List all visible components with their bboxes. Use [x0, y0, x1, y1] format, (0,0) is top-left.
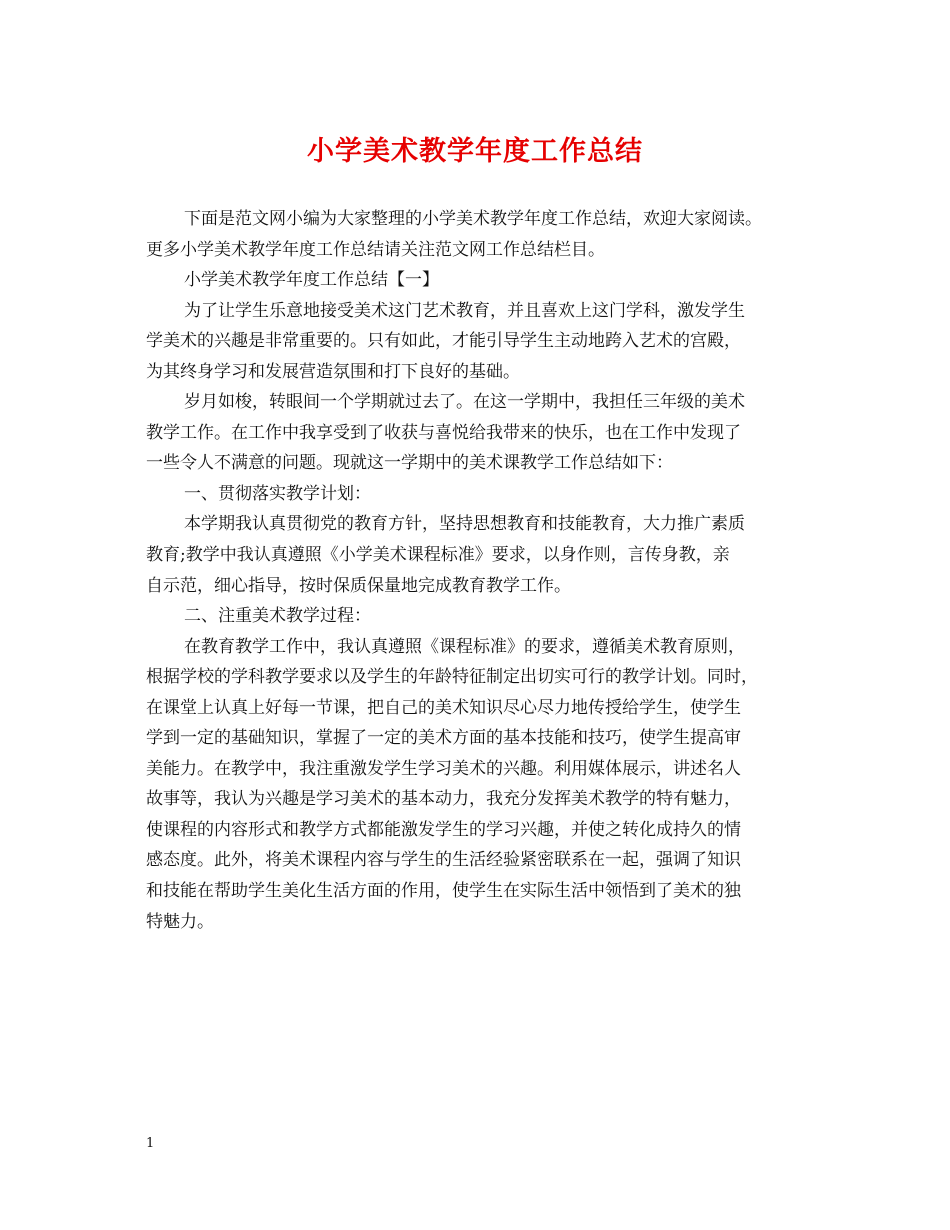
paragraph-line: 故事等，我认为兴趣是学习美术的基本动力，我充分发挥美术教学的特有魅力， [146, 789, 741, 810]
section-heading: 一、贯彻落实教学计划： [184, 483, 371, 504]
paragraph-line: 更多小学美术教学年度工作总结请关注范文网工作总结栏目。 [146, 239, 605, 260]
section-heading: 二、注重美术教学过程： [184, 606, 371, 627]
paragraph-line: 教育;教学中我认真遵照《小学美术课程标准》要求，以身作则，言传身教，亲 [146, 545, 730, 566]
paragraph-line: 下面是范文网小编为大家整理的小学美术教学年度工作总结，欢迎大家阅读。 [184, 209, 762, 229]
paragraph-line: 在课堂上认真上好每一节课，把自己的美术知识尽心尽力地传授给学生，使学生 [146, 697, 741, 718]
document-title: 小学美术教学年度工作总结 [307, 136, 643, 167]
paragraph-line: 为了让学生乐意地接受美术这门艺术教育，并且喜欢上这门学科，激发学生 [184, 300, 745, 321]
paragraph-line: 自示范，细心指导，按时保质保量地完成教育教学工作。 [146, 575, 571, 596]
paragraph-line: 在教育教学工作中，我认真遵照《课程标准》的要求，遵循美术教育原则， [184, 636, 745, 657]
paragraph-line: 教学工作。在工作中我享受到了收获与喜悦给我带来的快乐，也在工作中发现了 [146, 422, 741, 443]
paragraph-line: 学到一定的基础知识，掌握了一定的美术方面的基本技能和技巧，使学生提高审 [146, 728, 741, 749]
document-body [146, 204, 811, 937]
paragraph-line: 根据学校的学科教学要求以及学生的年龄特征制定出切实可行的教学计划。同时， [146, 667, 758, 688]
paragraph-line: 和技能在帮助学生美化生活方面的作用，使学生在实际生活中领悟到了美术的独 [146, 881, 741, 902]
paragraph-line: 岁月如梭，转眼间一个学期就过去了。在这一学期中，我担任三年级的美术 [184, 392, 745, 413]
paragraph-line: 特魅力。 [146, 911, 214, 932]
page-number: 1 [146, 1136, 155, 1151]
paragraph-line: 使课程的内容形式和教学方式都能激发学生的学习兴趣，并使之转化成持久的情 [146, 819, 741, 840]
section-heading: 小学美术教学年度工作总结【一】 [184, 270, 439, 291]
paragraph-line: 一些令人不满意的问题。现就这一学期中的美术课教学工作总结如下： [146, 453, 673, 474]
paragraph-line: 学美术的兴趣是非常重要的。只有如此，才能引导学生主动地跨入艺术的宫殿， [146, 331, 741, 352]
paragraph-line: 感态度。此外，将美术课程内容与学生的生活经验紧密联系在一起，强调了知识 [146, 850, 741, 871]
paragraph-line: 美能力。在教学中，我注重激发学生学习美术的兴趣。利用媒体展示，讲述名人 [146, 758, 741, 779]
paragraph-line: 为其终身学习和发展营造氛围和打下良好的基础。 [146, 361, 520, 382]
paragraph-line: 本学期我认真贯彻党的教育方针，坚持思想教育和技能教育，大力推广素质 [184, 514, 745, 535]
